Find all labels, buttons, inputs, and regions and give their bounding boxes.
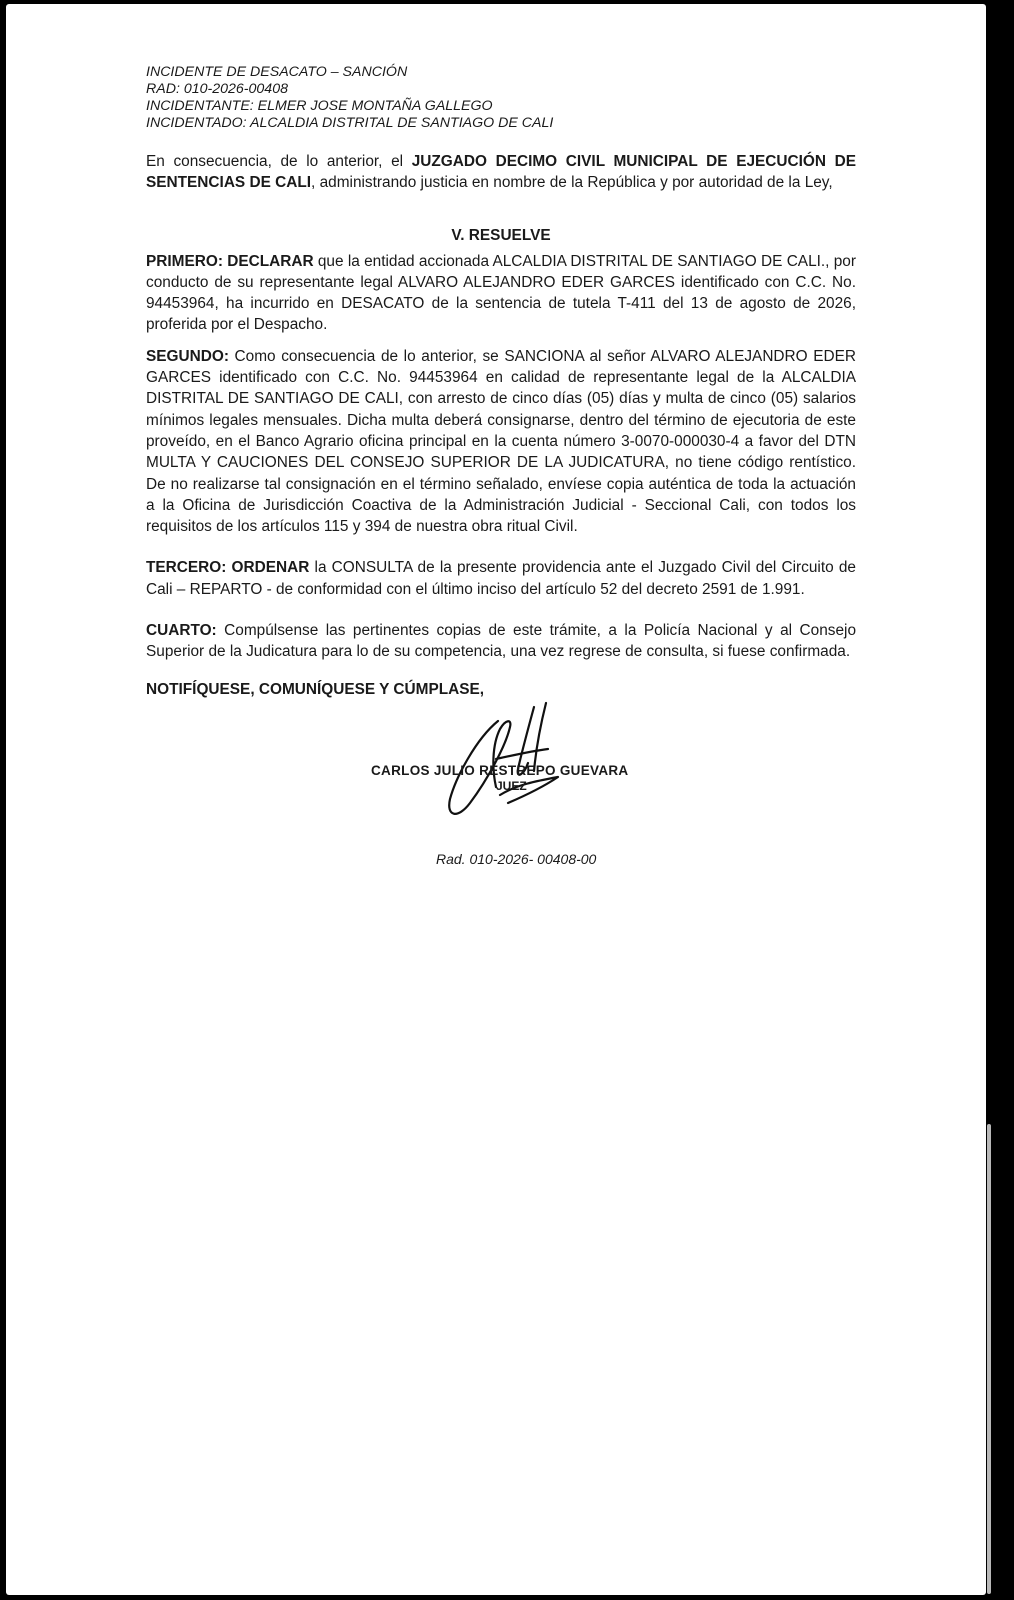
judge-name: CARLOS JULIO RESTREPO GUEVARA: [371, 762, 629, 778]
header-line-defendant: INCIDENTADO: ALCALDIA DISTRITAL DE SANTIAGO DE CALI: [146, 115, 554, 131]
document-content: [146, 64, 856, 869]
tercero-text: la CONSULTA de la presente providencia ante el Juzgado Civil del Circuito de Cali – REPARTO - de conformidad con el último inciso del artículo 52 del decreto 2591 de 1.991.: [146, 559, 856, 598]
segundo-label: SEGUNDO:: [146, 347, 229, 365]
primero-text: que la entidad accionada ALCALDIA DISTRITAL DE SANTIAGO DE CALI., por conducto de su representante legal ALVARO ALEJANDRO EDER GARCES identificado con C.C. No. 94453964, ha incurrido en DESACATO de la sentencia de tutela T-411 del 13 de agosto de 2026, proferida por el Despacho.: [146, 252, 856, 334]
header-line-plaintiff: INCIDENTANTE: ELMER JOSE MONTAÑA GALLEGO: [146, 98, 493, 114]
primero-label: PRIMERO: DECLARAR: [146, 252, 314, 270]
intro-paragraph: [146, 151, 856, 194]
intro-court-name: JUZGADO DECIMO CIVIL MUNICIPAL DE EJECUCIÓN DE SENTENCIAS DE CALI: [146, 153, 856, 192]
resuelve-heading: V. RESUELVE: [451, 226, 551, 244]
tercero-paragraph: [146, 557, 856, 600]
cuarto-paragraph: [146, 620, 856, 663]
vertical-scrollbar[interactable]: [987, 1124, 991, 1594]
signature-block: [146, 699, 856, 869]
judge-role: JUEZ: [496, 778, 527, 793]
header-line-incident: INCIDENTE DE DESACATO – SANCIÓN: [146, 64, 408, 80]
intro-text-post: , administrando justicia en nombre de la República y por autoridad de la Ley,: [311, 174, 833, 192]
primero-paragraph: [146, 251, 856, 336]
footer-radicado: Rad. 010-2026- 00408-00: [436, 850, 597, 867]
segundo-text: Como consecuencia de lo anterior, se SANCIONA al señor ALVARO ALEJANDRO EDER GARCES identificado con C.C. No. 94453964 en calidad de representante legal de la ALCALDIA DISTRITAL DE SANTIAGO DE CALI, con arresto de cinco días (05) días y multa de cinco (05) salarios mínimos legales mensuales. Dicha multa deberá consignarse, dentro del término de ejecutoria de este proveído, en el Banco Agrario oficina principal en la cuenta número 3-0070-000030-4 a favor del DTN MULTA Y CAUCIONES DEL CONSEJO SUPERIOR DE LA JUDICATURA, no tiene código rentístico. De no realizarse tal consignación en el término señalado, envíese copia auténtica de toda la actuación a la Oficina de Jurisdicción Coactiva de la Administración Judicial - Seccional Cali, con todos los requisitos de los artículos 115 y 394 de nuestra obra ritual Civil.: [146, 347, 856, 536]
cuarto-label: CUARTO:: [146, 622, 217, 640]
header-line-rad: RAD: 010-2026-00408: [146, 81, 288, 97]
document-page: [6, 4, 986, 1595]
segundo-paragraph: [146, 346, 856, 538]
cuarto-text: Compúlsense las pertinentes copias de este trámite, a la Policía Nacional y al Consejo Superior de la Judicatura para lo de su competencia, una vez regrese de consulta, si fuese confirmada.: [146, 622, 856, 661]
case-header: [146, 64, 856, 132]
closing-formula: NOTIFÍQUESE, COMUNÍQUESE Y CÚMPLASE,: [146, 680, 485, 698]
tercero-label: TERCERO: ORDENAR: [146, 559, 310, 577]
intro-text-pre: En consecuencia, de lo anterior, el: [146, 153, 412, 170]
